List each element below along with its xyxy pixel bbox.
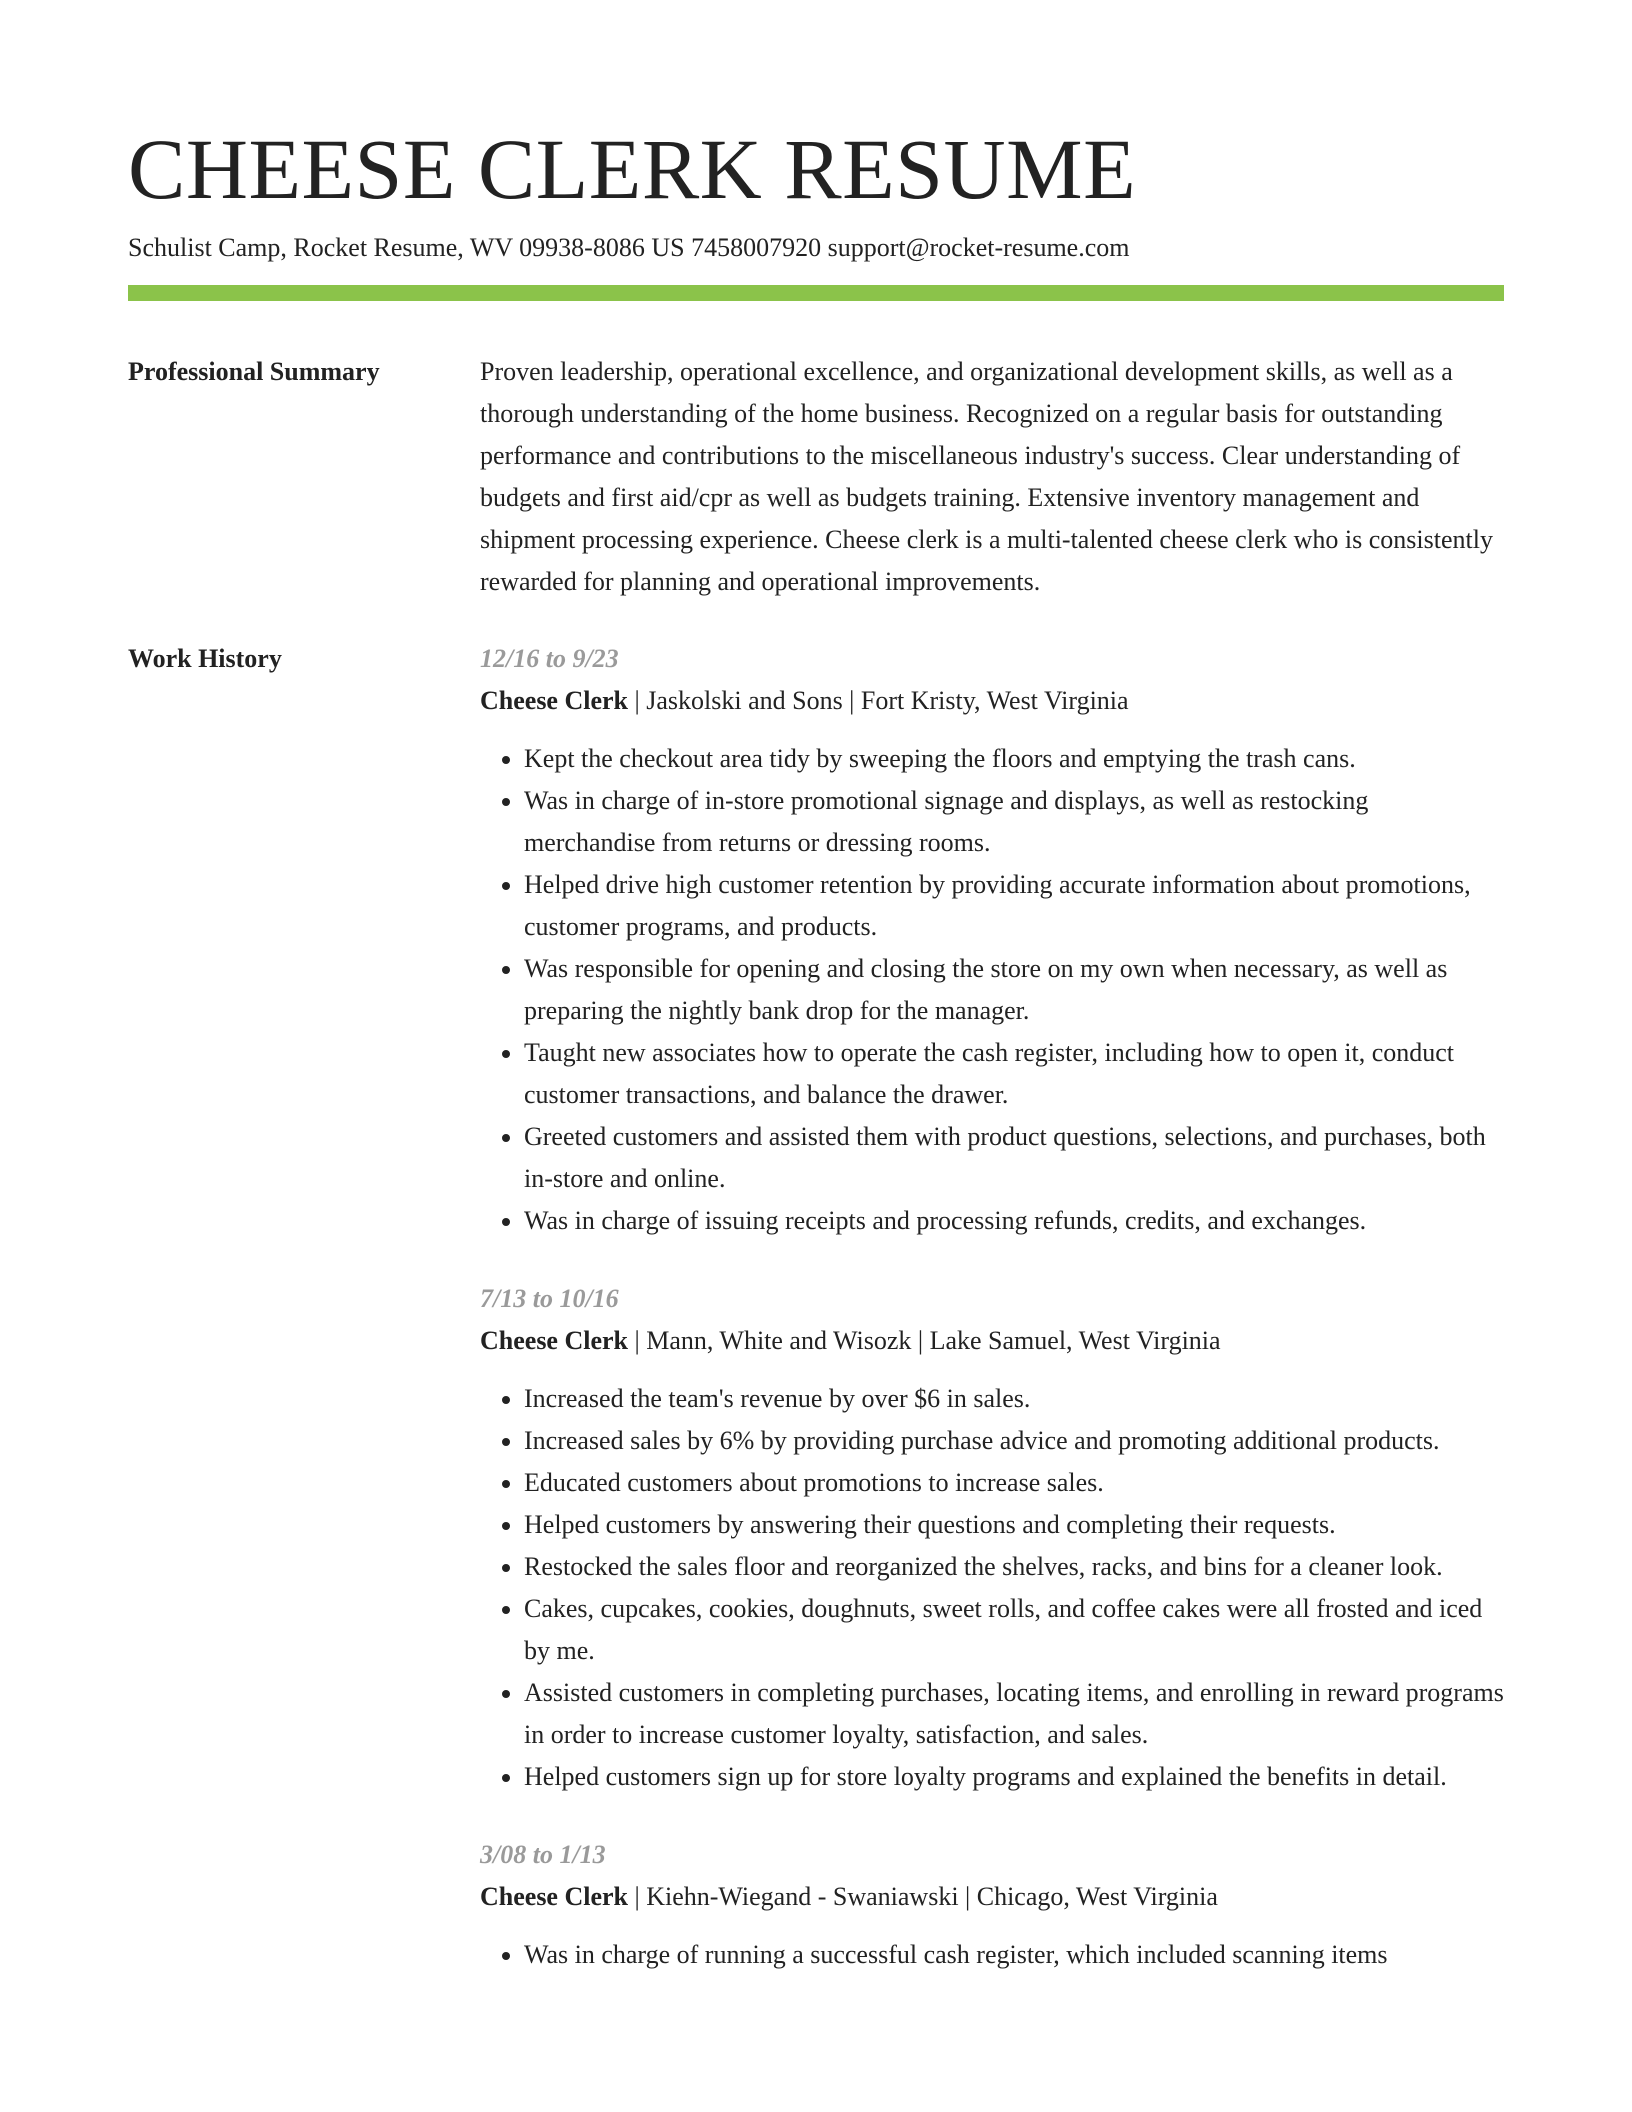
- job-details: | Mann, White and Wisozk | Lake Samuel, West Virginia: [628, 1326, 1221, 1355]
- list-item: • Restocked the sales floor and reorganized the shelves, racks, and bins for a cleaner look.: [524, 1546, 1504, 1588]
- list-item: • Greeted customers and assisted them with product questions, selections, and purchases, both in-store and online.: [524, 1116, 1504, 1200]
- work-history-section: [128, 638, 1504, 2012]
- job-entry: [480, 1278, 1504, 1798]
- accent-divider: [128, 285, 1504, 301]
- work-history-heading: Work History: [128, 644, 282, 673]
- job-bullets: [480, 738, 1504, 1242]
- list-item: • Was responsible for opening and closing the store on my own when necessary, as well as preparing the nightly bank drop for the manager.: [524, 948, 1504, 1032]
- job-entry: [480, 1834, 1504, 1976]
- list-item: • Helped drive high customer retention by providing accurate information about promotions, customer programs, and products.: [524, 864, 1504, 948]
- list-item: • Taught new associates how to operate the cash register, including how to open it, conduct customer transactions, and balance the drawer.: [524, 1032, 1504, 1116]
- summary-body: [480, 351, 1504, 603]
- job-title: Cheese Clerk: [480, 1882, 629, 1911]
- job-bullets: [480, 1378, 1504, 1798]
- work-history-body: [480, 638, 1504, 2012]
- list-item: • Cakes, cupcakes, cookies, doughnuts, sweet rolls, and coffee cakes were all frosted and iced by me.: [524, 1588, 1504, 1672]
- list-item: • Helped customers sign up for store loyalty programs and explained the benefits in detail.: [524, 1756, 1504, 1798]
- job-details: | Jaskolski and Sons | Fort Kristy, West Virginia: [628, 686, 1129, 715]
- summary-text: Proven leadership, operational excellence, and organizational development skills, as well as a thorough understanding of the home business. Recognized on a regular basis for outstanding performance and contributions to the miscellaneous industry's success. Clear understanding of budgets and first aid/cpr as well as budgets training. Extensive inventory management and shipment processing experience. Cheese clerk is a multi-talented cheese clerk who is consistently rewarded for planning and operational improvements.: [480, 357, 1493, 596]
- list-item: • Educated customers about promotions to increase sales.: [524, 1462, 1504, 1504]
- contact-line: Schulist Camp, Rocket Resume, WV 09938-8086 US 7458007920 support@rocket-resume.com: [128, 233, 1130, 262]
- summary-section: [128, 351, 1504, 603]
- list-item: • Was in charge of issuing receipts and processing refunds, credits, and exchanges.: [524, 1200, 1504, 1242]
- resume-title: CHEESE CLERK RESUME: [128, 121, 1137, 217]
- job-details: | Kiehn-Wiegand - Swaniawski | Chicago, West Virginia: [628, 1882, 1218, 1911]
- job-dates: 3/08 to 1/13: [480, 1840, 606, 1869]
- list-item: • Increased the team's revenue by over $6 in sales.: [524, 1378, 1504, 1420]
- list-item: • Was in charge of running a successful cash register, which included scanning items: [524, 1934, 1504, 1976]
- job-dates: 7/13 to 10/16: [480, 1284, 619, 1313]
- job-title: Cheese Clerk: [480, 686, 629, 715]
- job-title: Cheese Clerk: [480, 1326, 629, 1355]
- list-item: • Increased sales by 6% by providing purchase advice and promoting additional products.: [524, 1420, 1504, 1462]
- job-entry: [480, 638, 1504, 1242]
- job-heading: [480, 1320, 1504, 1362]
- list-item: • Was in charge of in-store promotional signage and displays, as well as restocking merchandise from returns or dressing rooms.: [524, 780, 1504, 864]
- summary-heading: Professional Summary: [128, 357, 380, 386]
- resume-page: [128, 0, 1504, 2012]
- list-item: • Assisted customers in completing purchases, locating items, and enrolling in reward programs in order to increase customer loyalty, satisfaction, and sales.: [524, 1672, 1504, 1756]
- job-bullets: [480, 1934, 1504, 1976]
- list-item: • Helped customers by answering their questions and completing their requests.: [524, 1504, 1504, 1546]
- job-heading: [480, 1876, 1504, 1918]
- job-heading: [480, 680, 1504, 722]
- job-dates: 12/16 to 9/23: [480, 644, 619, 673]
- list-item: • Kept the checkout area tidy by sweeping the floors and emptying the trash cans.: [524, 738, 1504, 780]
